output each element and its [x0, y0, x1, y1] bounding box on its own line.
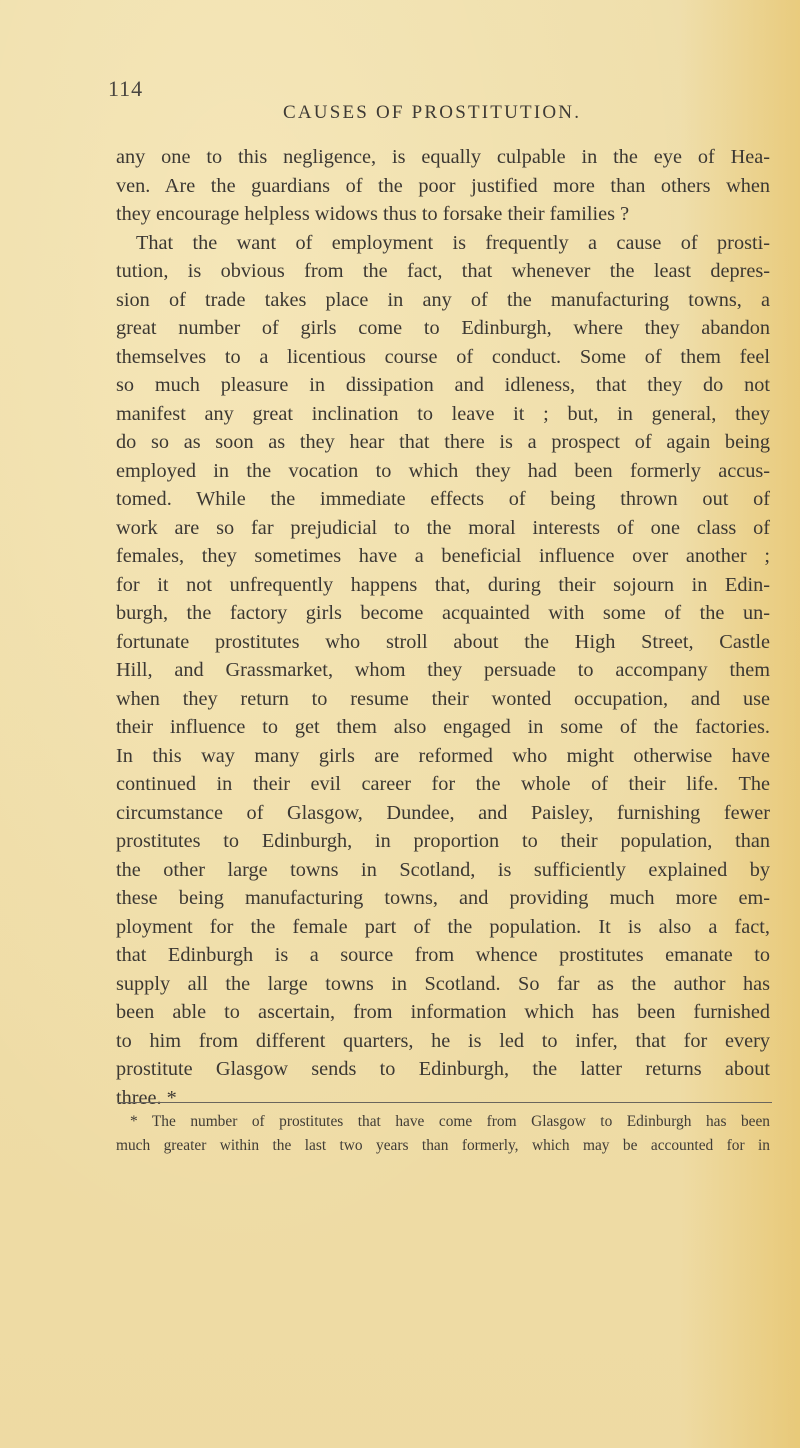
- text-line: circumstance of Glasgow, Dundee, and Paisley, furnishing fewer: [116, 801, 770, 824]
- text-line: prostitutes to Edinburgh, in proportion to their population, than: [116, 830, 770, 852]
- text-line: In this way many girls are reformed who might otherwise have: [116, 744, 770, 767]
- text-line: these being manufacturing towns, and providing much more em-: [116, 887, 770, 909]
- text-line: they encourage helpless widows thus to forsake their families ?: [116, 203, 630, 225]
- footnote: [116, 1110, 770, 1158]
- text-line: the other large towns in Scotland, is sufficiently explained by: [116, 858, 770, 881]
- text-line: their influence to get them also engaged in some of the factories.: [116, 716, 770, 738]
- footnote-line: * The number of prostitutes that have come from Glasgow to Edinburgh has been: [130, 1113, 770, 1130]
- footnote-line: much greater within the last two years than formerly, which may be accounted for in: [116, 1137, 770, 1154]
- text-line: do so as soon as they hear that there is a prospect of again being: [116, 431, 770, 453]
- text-line: sion of trade takes place in any of the manufacturing towns, a: [116, 288, 770, 311]
- page-number: 114: [108, 76, 144, 101]
- text-line: that Edinburgh is a source from whence prostitutes emanate to: [116, 944, 770, 966]
- text-line: ployment for the female part of the population. It is also a fact,: [116, 915, 770, 938]
- text-line: to him from different quarters, he is led to infer, that for every: [116, 1029, 770, 1052]
- text-line: supply all the large towns in Scotland. So far as the author has: [116, 972, 770, 995]
- text-line: when they return to resume their wonted occupation, and use: [116, 687, 770, 710]
- text-line: themselves to a licentious course of conduct. Some of them feel: [116, 345, 770, 368]
- text-line: employed in the vocation to which they had been formerly accus-: [116, 459, 770, 482]
- text-line: continued in their evil career for the whole of their life. The: [116, 773, 770, 795]
- text-line: females, they sometimes have a beneficial influence over another ;: [116, 545, 770, 567]
- footnote-rule: [118, 1102, 772, 1103]
- text-line: fortunate prostitutes who stroll about the High Street, Castle: [116, 630, 770, 653]
- text-line: any one to this negligence, is equally culpable in the eye of Hea-: [116, 146, 770, 168]
- text-line: for it not unfrequently happens that, during their sojourn in Edin-: [116, 573, 770, 596]
- text-line: work are so far prejudicial to the moral interests of one class of: [116, 516, 770, 539]
- text-line: three. *: [116, 1086, 177, 1109]
- text-line: so much pleasure in dissipation and idleness, that they do not: [116, 374, 770, 396]
- page-header: [0, 76, 800, 123]
- body-text: [116, 143, 770, 1112]
- text-line: ven. Are the guardians of the poor justified more than others when: [116, 174, 770, 197]
- text-line: been able to ascertain, from information which has been furnished: [116, 1001, 770, 1023]
- text-line: manifest any great inclination to leave it ; but, in general, they: [116, 402, 770, 425]
- running-head: CAUSES OF PROSTITUTION.: [283, 102, 582, 123]
- text-line: great number of girls come to Edinburgh, where they abandon: [116, 317, 770, 339]
- text-line: burgh, the factory girls become acquainted with some of the un-: [116, 602, 770, 624]
- text-line: That the want of employment is frequently a cause of prosti-: [136, 231, 770, 254]
- text-line: tomed. While the immediate effects of being thrown out of: [116, 488, 770, 510]
- text-line: Hill, and Grassmarket, whom they persuade to accompany them: [116, 659, 770, 681]
- text-line: tution, is obvious from the fact, that whenever the least depres-: [116, 260, 770, 282]
- text-line: prostitute Glasgow sends to Edinburgh, the latter returns about: [116, 1058, 770, 1080]
